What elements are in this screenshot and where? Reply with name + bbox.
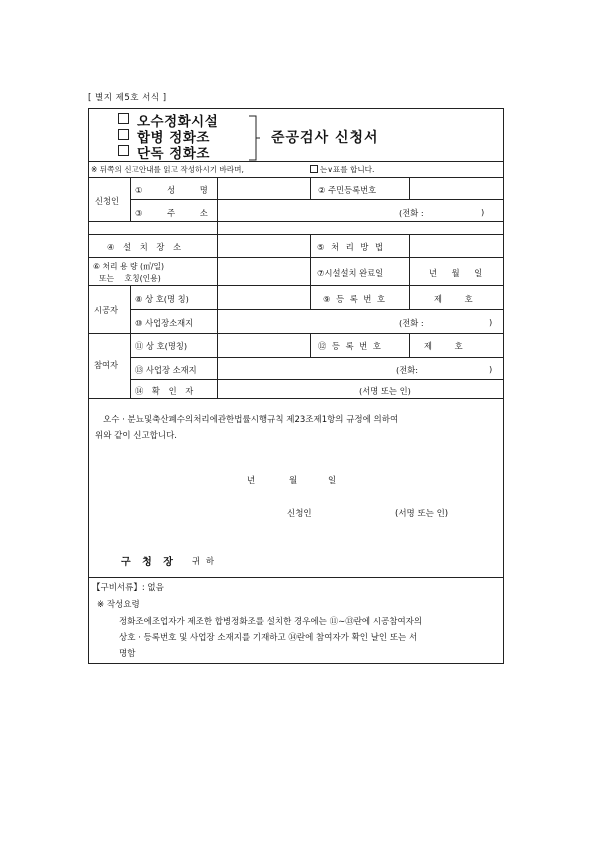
applicant-phone-close: )	[481, 207, 485, 217]
guide-line1: 정화조에조업자가 제조한 합병정화조를 설치한 경우에는 ⑪∼⑬란에 시공참여자의	[119, 617, 423, 627]
completion-date-value[interactable]: 년 월 일	[429, 268, 483, 278]
option-combined-tank: 합병 정화조	[137, 130, 210, 146]
confirmer-label: ⑭ 확 인 자	[135, 386, 194, 396]
option-single-tank: 단독 정화조	[137, 146, 210, 162]
installation-location-label: ④ 설 치 장 소	[107, 242, 185, 252]
capacity-label-line2: 또는 호칭(인용)	[99, 274, 161, 283]
guide-line3: 명함	[119, 649, 136, 659]
date-year-label: 년	[247, 476, 256, 486]
applicant-name-label: ① 성 명	[135, 185, 208, 195]
contractor-name-field[interactable]	[219, 287, 308, 307]
participant-reg-no-value[interactable]: 제 호	[424, 341, 463, 351]
instruction-checkbox-sample	[310, 165, 318, 173]
participant-group-label: 참여자	[94, 360, 119, 370]
applicant-name-field[interactable]	[219, 179, 308, 197]
contractor-reg-no-label: ⑨ 등 록 번 호	[323, 294, 387, 304]
participant-phone-label: (전화:	[396, 365, 419, 375]
contractor-reg-no-value[interactable]: 제 호	[434, 294, 473, 304]
declaration-applicant-label: 신청인	[287, 509, 312, 519]
applicant-resident-no-field[interactable]	[411, 179, 501, 197]
treatment-method-label: ⑤ 처 리 방 법	[317, 242, 386, 252]
confirmer-signature[interactable]: (서명 또는 인)	[359, 386, 411, 396]
contractor-address-field[interactable]	[219, 311, 399, 331]
recipient-honorific: 귀 하	[192, 557, 215, 567]
participant-name-label: ⑪ 상 호(명칭)	[135, 341, 188, 351]
form-reference: [ 별지 제5호 서식 ]	[88, 93, 167, 103]
contractor-name-label: ⑧ 상 호(명 칭)	[135, 294, 189, 304]
guide-line2: 상호 · 등록번호 및 사업장 소재지를 기재하고 ⑭란에 참여자가 확인 날인 또는 서	[119, 633, 418, 643]
participant-phone-close: )	[489, 364, 493, 374]
form-frame	[88, 108, 504, 664]
option-sewage-facility: 오수정화시설	[137, 114, 219, 130]
checkbox-combined-tank[interactable]	[118, 129, 129, 140]
contractor-address-label: ⑩ 사업장소재지	[135, 318, 194, 328]
capacity-field[interactable]	[219, 259, 308, 283]
treatment-method-field[interactable]	[411, 236, 501, 255]
capacity-label-line1: ⑥ 처리 용 량 (㎥/일)	[93, 262, 165, 271]
applicant-address-field[interactable]	[219, 201, 399, 219]
applicant-address-label: ③ 주 소	[135, 208, 208, 218]
contractor-group-label: 시공자	[94, 305, 119, 315]
participant-name-field[interactable]	[219, 335, 308, 355]
participant-address-label: ⑬ 사업장 소재지	[135, 365, 197, 375]
participant-reg-no-label: ⑫ 등 록 번 호	[318, 341, 383, 351]
instruction-text-tail: 는∨표를 합니다.	[320, 165, 375, 174]
applicant-resident-no-label: ② 주민등록번호	[318, 185, 377, 195]
applicant-group-label: 신청인	[95, 196, 120, 206]
form-title: 준공검사 신청서	[271, 130, 379, 146]
instruction-text: ※ 뒤쪽의 신고안내를 읽고 작성하시기 바라며,	[91, 165, 244, 174]
checkbox-single-tank[interactable]	[118, 145, 129, 156]
completion-date-label: ⑦시설설치 완료일	[317, 268, 384, 278]
recipient-title: 구 청 장	[121, 557, 177, 568]
installation-location-field[interactable]	[219, 236, 308, 255]
contractor-phone-label: (전화 :	[399, 318, 424, 328]
options-bracket	[247, 114, 261, 164]
declaration-line1: 오수 · 분뇨및축산폐수의처리에관한법률시행규칙 제23조제1항의 규정에 의하여	[103, 415, 399, 425]
required-documents: 【구비서류】: 없음	[92, 583, 164, 593]
guide-title: ※ 작성요령	[97, 600, 140, 610]
date-day-label: 일	[328, 476, 337, 486]
checkbox-sewage-facility[interactable]	[118, 113, 129, 124]
participant-address-field[interactable]	[219, 359, 399, 377]
declaration-signature[interactable]: (서명 또는 인)	[395, 509, 449, 519]
contractor-phone-close: )	[489, 317, 493, 327]
declaration-line2: 위와 같이 신고합니다.	[95, 431, 178, 441]
date-month-label: 월	[289, 476, 298, 486]
applicant-phone-label: (전화 :	[399, 208, 424, 218]
